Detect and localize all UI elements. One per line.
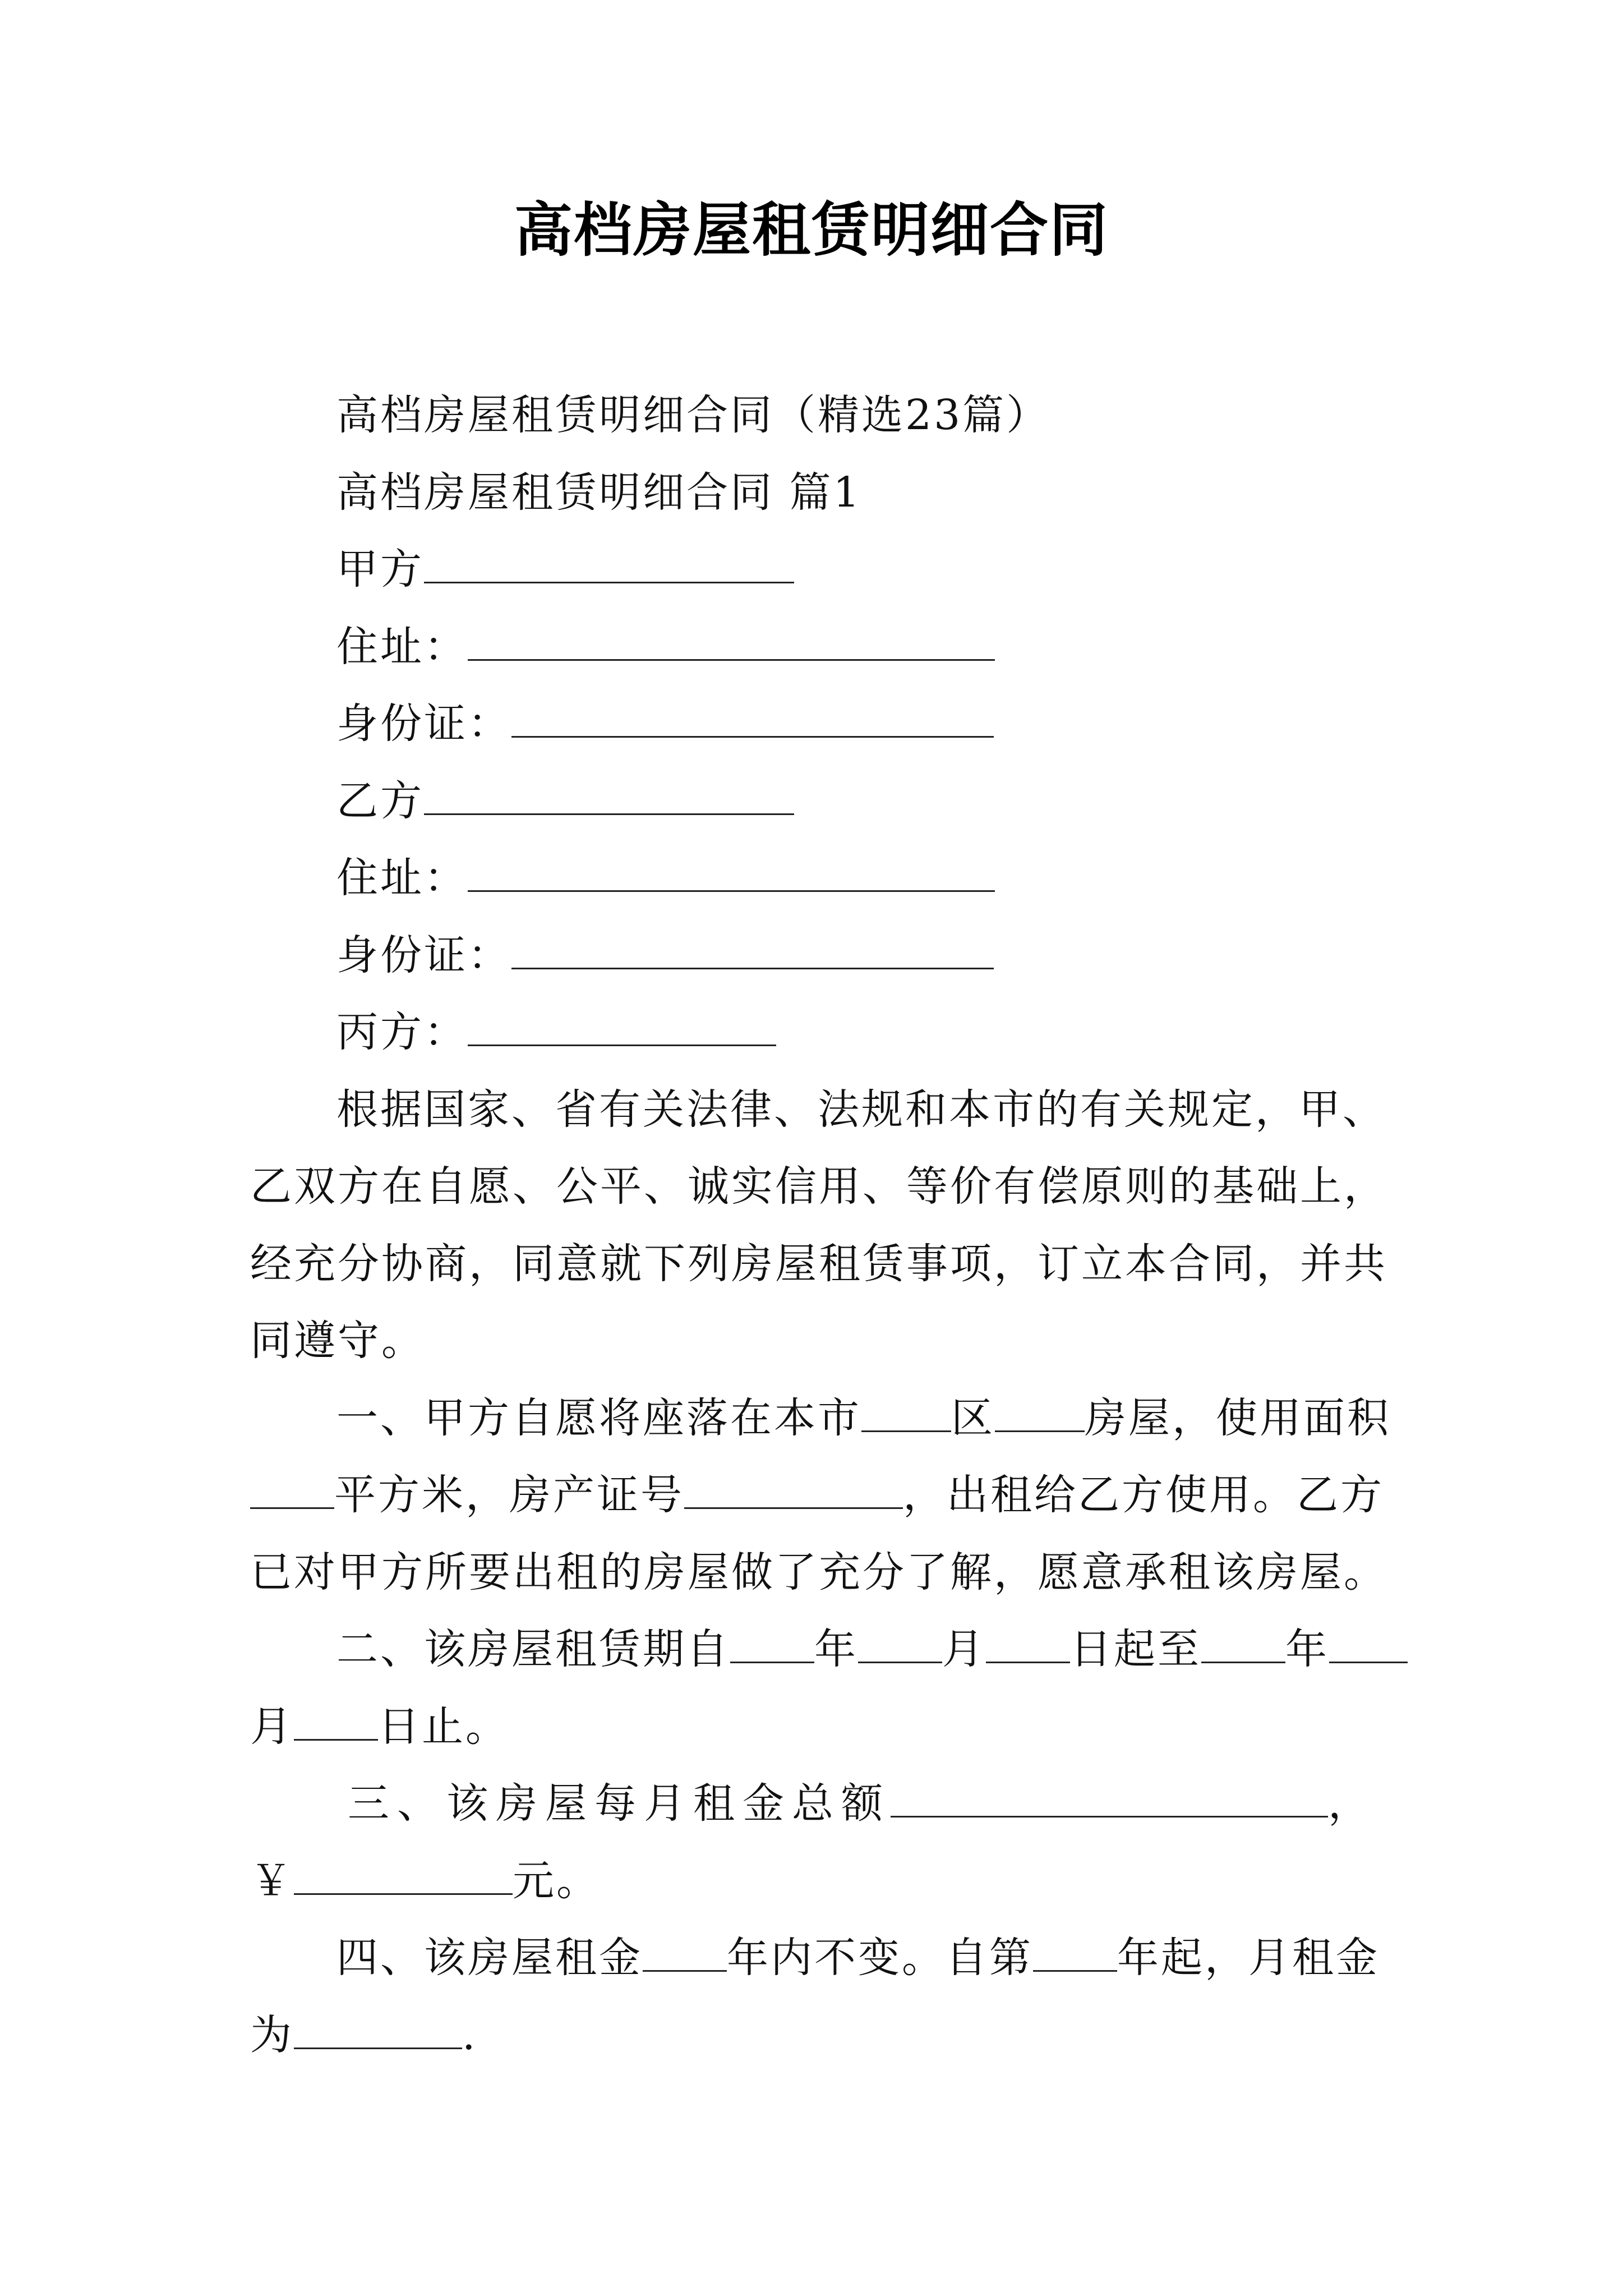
party-a-id-row <box>336 696 994 752</box>
party-b-blank <box>424 774 794 815</box>
clause-2-line-2 <box>250 1699 509 1755</box>
party-c-blank <box>468 1005 776 1046</box>
clause-3-line-2 <box>250 1853 600 1909</box>
clause-1-house-blank <box>995 1391 1085 1432</box>
clause-4-years-blank <box>643 1931 727 1972</box>
preamble-line-2: 乙双方在自愿、公平、诚实信用、等价有偿原则的基础上， <box>250 1162 1387 1211</box>
document-title: 高档房屋租赁明细合同 <box>514 195 1109 264</box>
clause-3-text-b: ， <box>1328 1779 1377 1828</box>
clause-1-text-d: 平方米，房产证号 <box>334 1471 684 1519</box>
clause-1-text-b: 区 <box>951 1394 995 1442</box>
preamble-line-1: 根据国家、省有关法律、法规和本市的有关规定，甲、 <box>336 1085 1386 1134</box>
clause-1-text-e: ，出租给乙方使用。乙方 <box>903 1471 1384 1519</box>
clause-2-text-d: 日起至 <box>1070 1625 1201 1673</box>
clause-4-line-1 <box>336 1930 1380 1986</box>
party-b-row <box>336 773 794 829</box>
clause-2-text-a: 二、该房屋租赁期自 <box>336 1625 730 1673</box>
document-subtitle: 高档房屋租赁明细合同（精选23篇） <box>336 391 1050 439</box>
clause-4-text-e: . <box>462 2011 478 2059</box>
clause-2-end-day-blank <box>294 1700 378 1741</box>
section-heading: 高档房屋租赁明细合同 篇1 <box>336 468 862 517</box>
preamble-line-4: 同遵守。 <box>250 1317 425 1365</box>
clause-4-text-b: 年内不变。自第 <box>727 1934 1033 1982</box>
party-a-id-label: 身份证： <box>336 700 511 748</box>
party-c-label: 丙方： <box>336 1008 468 1056</box>
clause-1-line-2 <box>250 1467 1384 1523</box>
clause-2-text-e: 年 <box>1285 1625 1329 1673</box>
clause-3-total-rent-blank <box>891 1777 1328 1818</box>
clause-1-area-blank <box>250 1468 334 1509</box>
party-a-address-blank <box>468 620 995 661</box>
party-b-id-row <box>336 927 994 983</box>
clause-4-text-c: 年起，月租金 <box>1117 1934 1380 1982</box>
preamble-line-3: 经充分协商，同意就下列房屋租赁事项，订立本合同，并共 <box>250 1240 1387 1288</box>
clause-4-monthly-rent-blank <box>294 2008 462 2049</box>
clause-1-certificate-blank <box>684 1468 903 1509</box>
clause-2-text-f: 月 <box>250 1703 294 1751</box>
clause-1-line-1 <box>336 1390 1391 1446</box>
clause-3-amount-blank <box>294 1854 513 1895</box>
party-c-row <box>336 1004 776 1060</box>
clause-2-text-b: 年 <box>814 1625 858 1673</box>
clause-1-line-3: 已对甲方所要出租的房屋做了充分了解，愿意承租该房屋。 <box>250 1548 1387 1596</box>
clause-2-end-month-blank <box>1329 1622 1408 1663</box>
party-b-id-blank <box>511 928 994 969</box>
party-b-id-label: 身份证： <box>336 931 511 979</box>
clause-2-line-1 <box>336 1621 1408 1677</box>
clause-4-line-2 <box>250 2007 478 2063</box>
clause-1-text-c: 房屋，使用面积 <box>1085 1394 1391 1442</box>
clause-2-text-c: 月 <box>942 1625 986 1673</box>
clause-1-text-a: 一、甲方自愿将座落在本市 <box>336 1394 861 1442</box>
party-a-row <box>336 541 794 597</box>
clause-4-from-year-blank <box>1033 1931 1117 1972</box>
party-a-label: 甲方 <box>336 545 424 593</box>
party-b-address-label: 住址： <box>336 854 468 902</box>
clause-4-text-d: 为 <box>250 2011 294 2059</box>
clause-3-text-a: 三、该房屋每月租金总额 <box>348 1779 891 1828</box>
clause-2-start-month-blank <box>858 1622 942 1663</box>
clause-2-start-day-blank <box>986 1622 1070 1663</box>
clause-2-start-year-blank <box>730 1622 814 1663</box>
party-b-address-row <box>336 850 995 906</box>
clause-2-end-year-blank <box>1201 1622 1285 1663</box>
party-a-id-blank <box>511 697 994 738</box>
clause-1-district-blank <box>861 1391 951 1432</box>
party-a-blank <box>424 542 794 583</box>
party-b-address-blank <box>468 851 995 892</box>
clause-4-text-a: 四、该房屋租金 <box>336 1934 643 1982</box>
party-a-address-label: 住址： <box>336 623 468 671</box>
clause-3-text-c: ￥ <box>250 1857 294 1905</box>
clause-2-text-g: 日止。 <box>378 1703 509 1751</box>
party-a-address-row <box>336 619 995 675</box>
clause-3-text-d: 元。 <box>513 1857 600 1905</box>
clause-3-line-1 <box>348 1775 1377 1832</box>
party-b-label: 乙方 <box>336 777 424 825</box>
